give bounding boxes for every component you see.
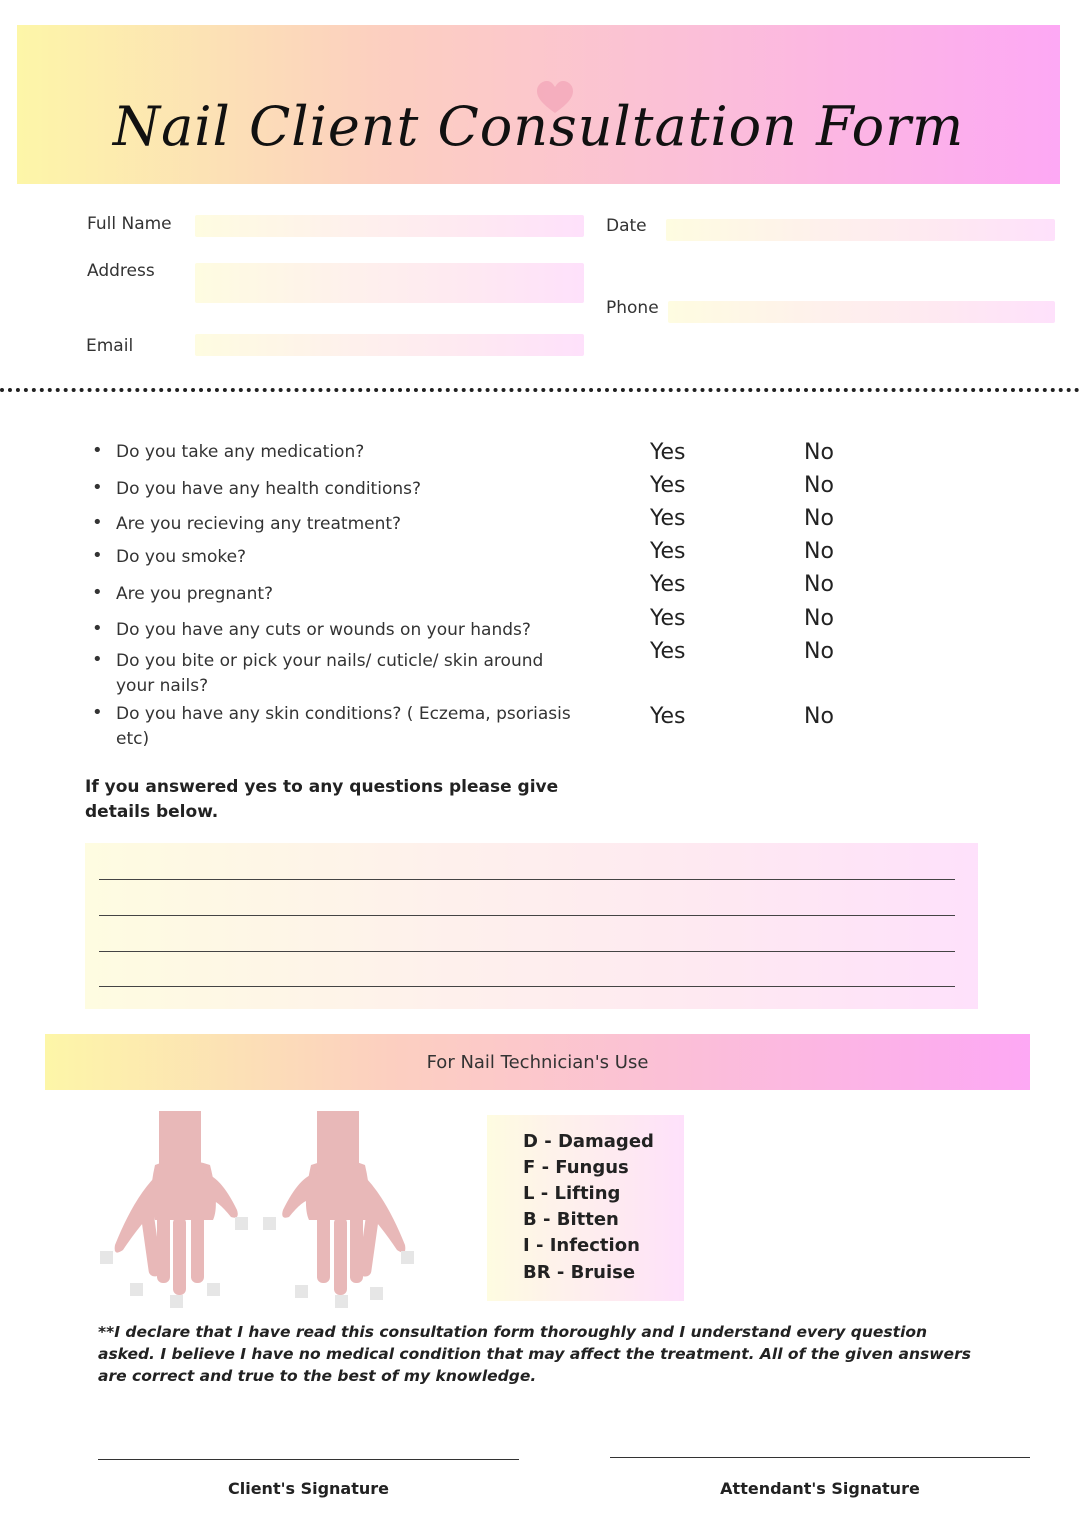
question-text: Do you smoke? <box>116 547 247 567</box>
question-text: Do you have any cuts or wounds on your hands? <box>116 620 531 640</box>
question-text: Are you recieving any treatment? <box>116 514 402 534</box>
declaration-text: **I declare that I have read this consultation form thoroughly and I understand every question asked. I believe I have no medical condition that may affect the treatment. All of the given answers are correct and true to the best of my knowledge. <box>98 1323 971 1385</box>
dotted-separator <box>0 388 1080 392</box>
attendant-signature-label: Attendant's Signature <box>720 1479 920 1498</box>
no-option[interactable]: No <box>804 704 834 729</box>
title-banner <box>17 25 1060 184</box>
yes-option[interactable]: Yes <box>650 639 686 664</box>
client-signature-line[interactable] <box>98 1459 519 1460</box>
details-line <box>99 879 955 880</box>
bullet: • <box>92 618 103 639</box>
legend-item: BR - Bruise <box>523 1262 636 1283</box>
phone-label: Phone <box>606 298 659 318</box>
question-text: Do you have any skin conditions? ( Eczema, psoriasis etc) <box>116 704 571 749</box>
hands-illustration <box>95 1105 425 1315</box>
no-option[interactable]: No <box>804 639 834 664</box>
question-text: Do you take any medication? <box>116 442 365 462</box>
bullet: • <box>92 545 103 566</box>
bullet: • <box>92 582 103 603</box>
details-line <box>99 951 955 952</box>
legend-item: L - Lifting <box>523 1183 621 1204</box>
right-hand-icon <box>282 1111 405 1295</box>
question-text: Are you pregnant? <box>116 584 274 604</box>
no-option[interactable]: No <box>804 606 834 631</box>
instructions-text: If you answered yes to any questions please give details below. <box>85 777 559 822</box>
yes-option[interactable]: Yes <box>650 704 686 729</box>
yes-option[interactable]: Yes <box>650 440 686 465</box>
details-line <box>99 915 955 916</box>
full-name-label: Full Name <box>87 214 172 234</box>
yes-option[interactable]: Yes <box>650 606 686 631</box>
question-text: Do you have any health conditions? <box>116 479 422 499</box>
no-option[interactable]: No <box>804 539 834 564</box>
bullet: • <box>92 702 103 723</box>
no-option[interactable]: No <box>804 440 834 465</box>
no-option[interactable]: No <box>804 473 834 498</box>
details-line <box>99 986 955 987</box>
address-label: Address <box>87 261 155 281</box>
no-option[interactable]: No <box>804 506 834 531</box>
legend-item: I - Infection <box>523 1235 640 1256</box>
client-signature-label: Client's Signature <box>227 1479 390 1498</box>
yes-option[interactable]: Yes <box>650 506 686 531</box>
bullet: • <box>92 440 103 461</box>
email-label: Email <box>86 336 134 356</box>
page-title: Nail Client Consultation Form <box>112 95 965 158</box>
address-field[interactable] <box>195 263 584 303</box>
details-box[interactable] <box>85 843 978 1009</box>
legend-item: D - Damaged <box>523 1131 654 1152</box>
yes-option[interactable]: Yes <box>650 473 686 498</box>
date-label: Date <box>606 216 647 236</box>
question-text: Do you bite or pick your nails/ cuticle/ skin around your nails? <box>116 651 544 696</box>
no-option[interactable]: No <box>804 572 834 597</box>
legend-item: B - Bitten <box>523 1209 619 1230</box>
bullet: • <box>92 649 103 670</box>
phone-field[interactable] <box>668 301 1055 323</box>
technician-section-bar <box>45 1034 1030 1090</box>
email-field[interactable] <box>195 334 584 356</box>
date-field[interactable] <box>666 219 1055 241</box>
legend-item: F - Fungus <box>523 1157 629 1178</box>
left-hand-icon <box>115 1111 238 1295</box>
nail-legend <box>487 1115 684 1301</box>
bullet: • <box>92 477 103 498</box>
yes-option[interactable]: Yes <box>650 539 686 564</box>
full-name-field[interactable] <box>195 215 584 237</box>
technician-section-label: For Nail Technician's Use <box>426 1052 649 1073</box>
attendant-signature-line[interactable] <box>610 1457 1030 1458</box>
bullet: • <box>92 512 103 533</box>
yes-option[interactable]: Yes <box>650 572 686 597</box>
